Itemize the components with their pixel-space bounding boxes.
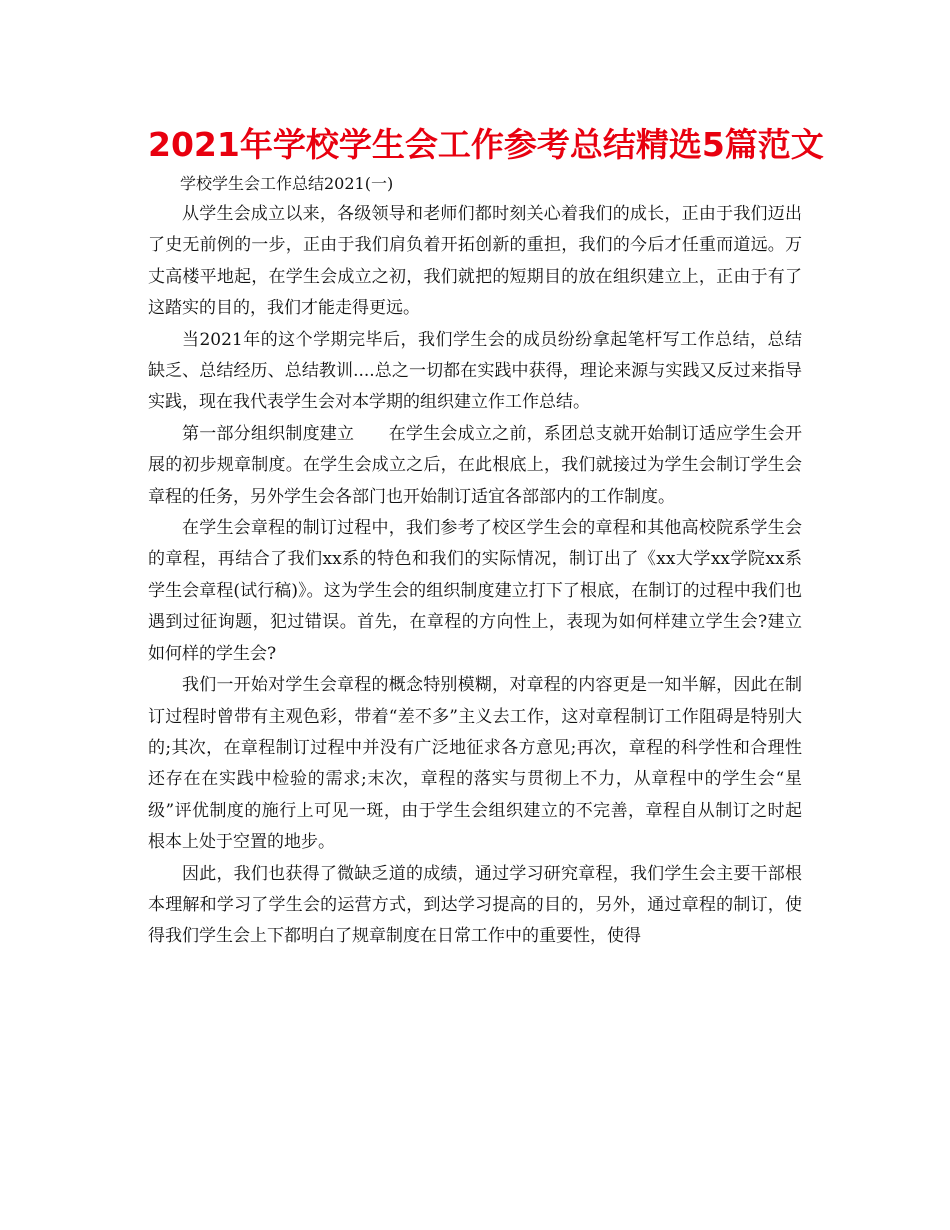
paragraph-5: 我们一开始对学生会章程的概念特别模糊，对章程的内容更是一知半解，因此在制订过程时曾带有主观色彩，带着“差不多”主义去工作，这对章程制订工作阻碍是特别大的;其次，在章程制订过程中并没有广泛地征求各方意见;再次，章程的科学性和合理性还存在在实践中检验的需求;末次，章程的落实与贯彻上不力，从章程中的学生会“星级”评优制度的施行上可见一斑，由于学生会组织建立的不完善，章程自从制订之时起根本上处于空置的地步。	[148, 675, 802, 853]
document-title: 2021年学校学生会工作参考总结精选5篇范文	[148, 125, 824, 164]
paragraph-3: 第一部分组织制度建立 在学生会成立之前，系团总支就开始制订适应学生会开展的初步规章制度。在学生会成立之后，在此根底上，我们就接过为学生会制订学生会章程的任务，另外学生会各部门也开始制订适宜各部部内的工作制度。	[148, 423, 802, 507]
paragraph-1: 从学生会成立以来，各级领导和老师们都时刻关心着我们的成长，正由于我们迈出了史无前例的一步，正由于我们肩负着开拓创新的重担，我们的今后才任重而道远。万丈高楼平地起，在学生会成立之初，我们就把的短期目的放在组织建立上，正由于有了这踏实的目的，我们才能走得更远。	[148, 204, 802, 319]
paragraph-6: 因此，我们也获得了微缺乏道的成绩，通过学习研究章程，我们学生会主要干部根本理解和学习了学生会的运营方式，到达学习提高的目的，另外，通过章程的制订，使得我们学生会上下都明白了规章制度在日常工作中的重要性，使得	[148, 863, 802, 947]
paragraph-2: 当2021年的这个学期完毕后，我们学生会的成员纷纷拿起笔杆写工作总结，总结缺乏、总结经历、总结教训....总之一切都在实践中获得，理论来源与实践又反过来指导实践，现在我代表学生会对本学期的组织建立作工作总结。	[148, 329, 802, 413]
paragraph-4: 在学生会章程的制订过程中，我们参考了校区学生会的章程和其他高校院系学生会的章程，再结合了我们xx系的特色和我们的实际情况，制订出了《xx大学xx学院xx系学生会章程(试行稿)》。这为学生会的组织制度建立打下了根底，在制订的过程中我们也遇到过征询题，犯过错误。首先，在章程的方向性上，表现为如何样建立学生会?建立如何样的学生会?	[148, 518, 802, 664]
section-subtitle: 学校学生会工作总结2021(一)	[180, 174, 394, 193]
